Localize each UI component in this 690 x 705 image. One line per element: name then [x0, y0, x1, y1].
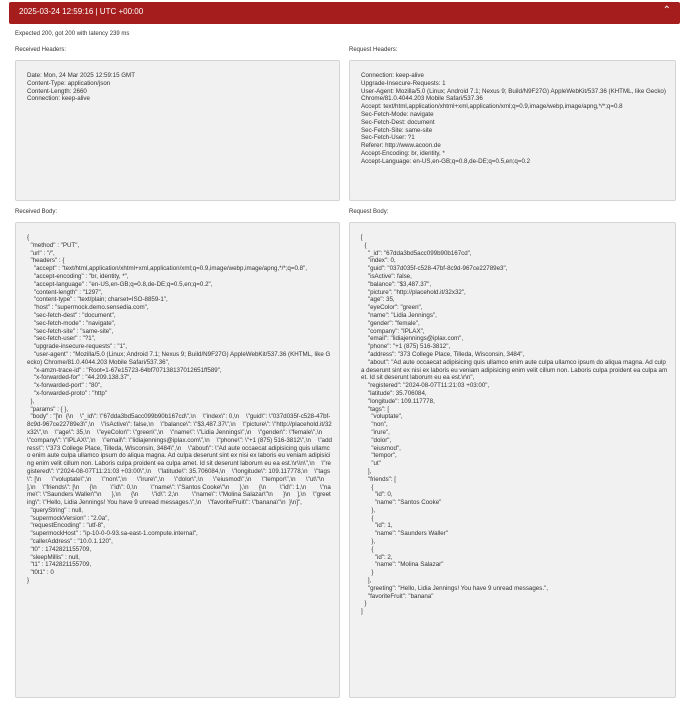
- received-body-label: Received Body:: [15, 209, 58, 215]
- received-headers-content: Date: Mon, 24 Mar 2025 12:59:15 GMT Content-Type: application/json Content-Length: 2660 Connection: keep-alive: [27, 72, 135, 103]
- log-entry-timestamp: 2025-03-24 12:59:16 | UTC +00:00: [19, 7, 144, 16]
- request-headers-panel: [349, 60, 676, 201]
- received-body-panel: [15, 222, 340, 698]
- request-body-label: Request Body:: [349, 209, 389, 215]
- chevron-up-icon[interactable]: ⌃: [662, 5, 671, 16]
- received-headers-panel: [15, 60, 340, 201]
- request-body-panel: [349, 222, 676, 698]
- received-headers-label: Received Headers:: [15, 47, 67, 53]
- log-entry-header[interactable]: [9, 2, 680, 24]
- request-headers-content: Connection: keep-alive Upgrade-Insecure-Requests: 1 User-Agent: Mozilla/5.0 (Linux; Android 7.1; Nexus 9; Build/N9F27G) AppleWebKit/537.36 (KHTML, like Gecko) Chrome/81.0.4044.203 Mobile Safari/537.36 Accept: text/html,application/xhtml+xml,application/xml;q=0.9,image/webp,image/apng,*/*;q=0.8 Sec-Fetch-Mode: navigate Sec-Fetch-Dest: document Sec-Fetch-Site: same-site Sec-Fetch-User: ?1 Referer: http://www.acoon.de Accept-Encoding: br, identity, * Accept-Language: en-US,en-GB;q=0.8,de-DE;q=0.5,en;q=0.2: [361, 72, 666, 165]
- status-message: Expected 200, got 200 with latency 239 ms: [15, 31, 130, 37]
- request-headers-label: Request Headers:: [349, 47, 398, 53]
- request-body-content: [ { "_id": "67dda3bd5acc099b90b167cd", "index": 0, "guid": "037d035f-c528-47bf-8c9d-967ce22789e3", "isActive": false, "balance": "$3,487.37", "picture": "http://placehold.it/32x32", "age": 35, "eyeColor": "green", "name": "Lidia Jennings", "gender": "female", "company": "IPLAX", "email": "lidiajennings@iplax.com", "phone": "+1 (875) 516-3812", "address": "373 College Place, Tilleda, Wisconsin, 3484", "about": "Ad aute occaecat adipisicing quis ullamco enim aute culpa ullamco ipsum do aliqua magna. Ad culpa deserunt sint ex nisi ex laboris eu veniam adipisicing enim velit cillum non. Laboris culpa proident ea culpa amet. Id sit deserunt laborum eu ea est.\r\n", "registered": "2024-08-07T11:21:03 +03:00", "latitude": 35.706084, "longitude": 109.117778, "tags": [ "voluptate", "non", "irure", "dolor", "eiusmod", "tempor", "ut" ], "friends": [ { "id": 0, "name": "Santos Cooke" }, { "id": 1, "name": "Saunders Waller" }, { "id": 2, "name": "Molina Salazar" } ], "greeting": "Hello, Lidia Jennings! You have 9 unread messages.", "favoriteFruit": "banana" } ]: [361, 234, 668, 616]
- received-body-content: { "method" : "PUT", "url" : "/", "headers" : { "accept" : "text/html,application/xhtml+xml,application/xml;q=0.9,image/webp,image/apng,*/*;q=0.8", "accept-encoding" : "br, identity, *", "accept-language" : "en-US,en-GB;q=0.8,de-DE;q=0.5,en;q=0.2", "content-length" : "1297", "content-type" : "text/plain; charset=ISO-8859-1", "host" : "supermock.demo.sensedia.com", "sec-fetch-dest" : "document", "sec-fetch-mode" : "navigate", "sec-fetch-site" : "same-site", "sec-fetch-user" : "?1", "upgrade-insecure-requests" : "1", "user-agent" : "Mozilla/5.0 (Linux; Android 7.1; Nexus 9; Build/N9F27G) AppleWebKit/537.36 (KHTML, like Gecko) Chrome/81.0.4044.203 Mobile Safari/537.36", "x-amzn-trace-id" : "Root=1-67e15723-64bf707138137012651ff589", "x-forwarded-for" : "44.209.138.37", "x-forwarded-port" : "80", "x-forwarded-proto" : "http" }, "params" : { }, "body" : "[\n {\n \"_id\": \"67dda3bd5acc099b90b167cd\",\n \"index\": 0,\n \"guid\": \"037d035f-c528-47bf-8c9d-967ce22789e3\",\n \"isActive\": false,\n \"balance\": \"$3,487.37\",\n \"picture\": \"http://placehold.it/32x32\",\n \"age\": 35,\n \"eyeColor\": \"green\",\n \"name\": \"Lidia Jennings\",\n \"gender\": \"female\",\n \"company\": \"IPLAX\",\n \"email\": \"lidiajennings@iplax.com\",\n \"phone\": \"+1 (875) 516-3812\",\n \"address\": \"373 College Place, Tilleda, Wisconsin, 3484\",\n \"about\": \"Ad aute occaecat adipisicing quis ullamco enim aute culpa ullamco ipsum do aliqua magna. Ad culpa deserunt sint ex nisi ex laboris eu veniam adipisicing enim velit cillum non. Laboris culpa proident ea culpa amet. Id sit deserunt laborum eu ea est.\\r\\n\",\n \"registered\": \"2024-08-07T11:21:03 +03:00\",\n \"latitude\": 35.706084,\n \"longitude\": 109.117778,\n \"tags\": [\n \"voluptate\",\n \"non\",\n \"irure\",\n \"dolor\",\n \"eiusmod\",\n \"tempor\",\n \"ut\"\n ],\n \"friends\": [\n {\n \"id\": 0,\n \"name\": \"Santos Cooke\"\n },\n {\n \"id\": 1,\n \"name\": \"Saunders Waller\"\n },\n {\n \"id\": 2,\n \"name\": \"Molina Salazar\"\n }\n ],\n \"greeting\": \"Hello, Lidia Jennings! You have 9 unread messages.\",\n \"favoriteFruit\": \"banana\"\n }\n]", "queryString" : null, "supermockVersion" : "2.0a", "requestEncoding" : "utf-8", "supermockHost" : "ip-10-0-0-93.sa-east-1.compute.internal", "callerAddress" : "10.0.1.120", "t0" : 1742821155709, "sleepMillis" : null, "t1" : 1742821155709, "t0t1" : 0 }: [27, 234, 333, 585]
